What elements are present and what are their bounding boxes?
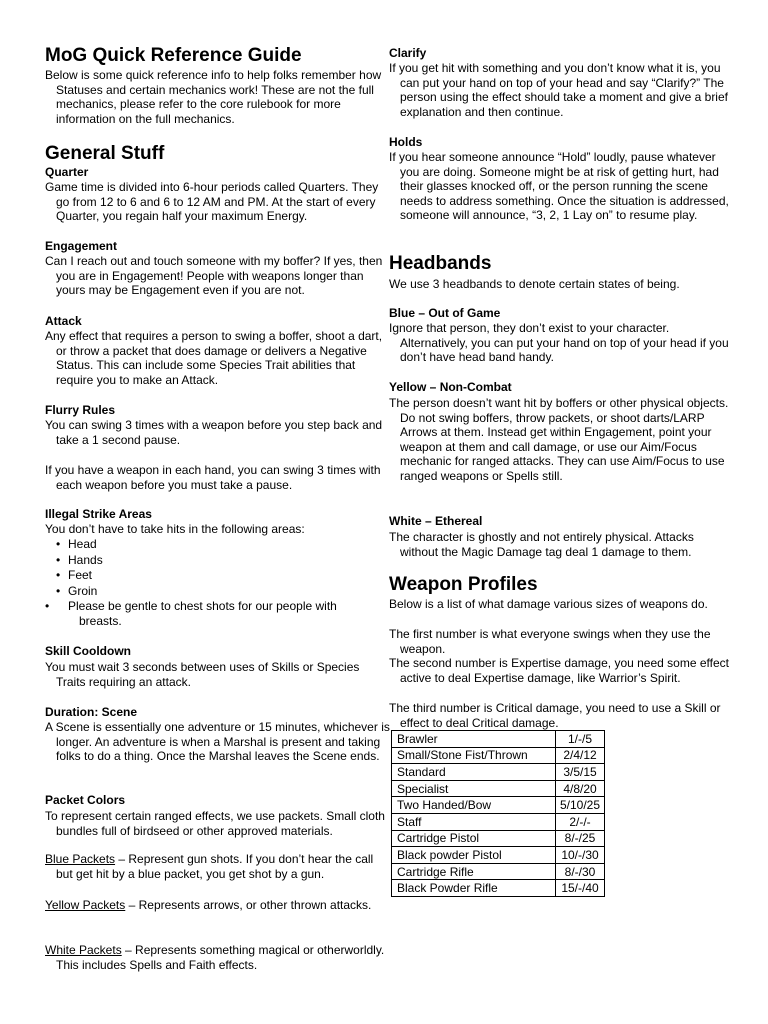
list-item: • Please be gentle to chest shots for our people with breasts. — [45, 599, 381, 628]
table-row: Black Powder Rifle 15/-/40 — [392, 880, 605, 897]
skill-cooldown-text: You must wait 3 seconds between uses of Skills or Species Traits requiring an attack. — [45, 660, 360, 689]
headbands-heading: Headbands — [389, 253, 492, 274]
packet-colors-text: To represent certain ranged effects, we use packets. Small cloth bundles full of birdseed or other approved materials. — [45, 809, 385, 838]
weapon-profiles-p3: The second number is Expertise damage, you need some effect active to deal Expertise damage, like Warrior’s Spirit. — [389, 656, 729, 685]
page-title: MoG Quick Reference Guide — [45, 45, 302, 66]
headbands-intro: We use 3 headbands to denote certain states of being. — [389, 277, 680, 291]
yellow-packets-text: Yellow Packets – Represents arrows, or other thrown attacks. — [45, 898, 372, 912]
table-row: Brawler 1/-/5 — [392, 731, 605, 748]
table-row: Two Handed/Bow 5/10/25 — [392, 797, 605, 814]
yellow-packets-label: Yellow Packets — [45, 898, 126, 912]
duration-text: A Scene is essentially one adventure or 15 minutes, whichever is longer. An adventure is when a Marshal is present and taking folks to do a thing. Once the Marshal leaves the Scene ends. — [45, 720, 390, 764]
blue-packets-label: Blue Packets — [45, 852, 116, 866]
white-packets-text: White Packets – Represents something magical or otherworldly. This includes Spells and Faith effects. — [45, 943, 385, 972]
quarter-heading: Quarter — [45, 165, 89, 179]
flurry-text-2: If you have a weapon in each hand, you can swing 3 times with each weapon before you must take a pause. — [45, 463, 381, 492]
table-row: Staff 2/-/- — [392, 813, 605, 830]
flurry-heading: Flurry Rules — [45, 403, 116, 417]
attack-heading: Attack — [45, 314, 82, 328]
engagement-heading: Engagement — [45, 239, 118, 253]
blue-headband-text: Ignore that person, they don’t exist to your character. Alternatively, you can put your hand on top of your head if you don’t have head band handy. — [389, 321, 729, 365]
blue-packets-text: Blue Packets – Represent gun shots. If you don’t hear the call but get hit by a blue packet, you get shot by a gun. — [45, 852, 374, 881]
general-stuff-heading: General Stuff — [45, 143, 165, 164]
weapon-profiles-p4: The third number is Critical damage, you need to use a Skill or effect to deal Critical damage. — [389, 701, 721, 730]
list-item: • Feet — [45, 568, 381, 584]
illegal-strike-list — [45, 537, 381, 629]
clarify-text: If you get hit with something and you don’t know what it is, you can put your hand on top of your head and say “Clarify?” The person using the effect should take a moment and give a brief explanation and then continue. — [389, 61, 728, 119]
intro-text: Below is some quick reference info to help folks remember how Statuses and certain mechanics work! These are not the full mechanics, please refer to the core rulebook for more information on the full mechanics. — [45, 68, 382, 126]
list-item: • Hands — [45, 553, 381, 569]
holds-heading: Holds — [389, 135, 423, 149]
packet-colors-heading: Packet Colors — [45, 793, 126, 807]
yellow-headband-heading: Yellow – Non-Combat — [389, 380, 512, 394]
table-row: Small/Stone Fist/Thrown 2/4/12 — [392, 747, 605, 764]
duration-heading: Duration: Scene — [45, 705, 138, 719]
blue-headband-heading: Blue – Out of Game — [389, 306, 501, 320]
yellow-headband-text: The person doesn’t want hit by boffers or other physical objects. Do not swing boffers, throw packets, or shoot darts/LARP Arrows at them. Instead get within Engagement, point your weapon at them and call damage, or use our Aim/Focus mechanic for ranged attacks. They can use Aim/Focus to use ranged weapons or Spells still. — [389, 396, 729, 483]
holds-text: If you hear someone announce “Hold” loudly, pause whatever you are doing. Someone might be at risk of getting hurt, had their glasses knocked off, or the person running the scene needs to address something. Once the situation is addressed, someone will announce, “3, 2, 1 Lay on” to resume play. — [389, 150, 729, 223]
table-row: Cartridge Rifle 8/-/30 — [392, 863, 605, 880]
list-item: • Groin — [45, 584, 381, 600]
table-row: Black powder Pistol 10/-/30 — [392, 847, 605, 864]
weapon-profiles-p1: Below is a list of what damage various sizes of weapons do. — [389, 597, 708, 611]
clarify-heading: Clarify — [389, 46, 427, 60]
white-headband-heading: White – Ethereal — [389, 514, 483, 528]
illegal-strike-text: You don’t have to take hits in the following areas: — [45, 522, 305, 536]
engagement-text: Can I reach out and touch someone with my boffer? If yes, then you are in Engagement! People with weapons longer than yours may be Engagement even if you are not. — [45, 254, 383, 298]
table-row: Cartridge Pistol 8/-/25 — [392, 830, 605, 847]
white-headband-text: The character is ghostly and not entirely physical. Attacks without the Magic Damage tag deal 1 damage to them. — [389, 530, 694, 559]
weapon-table — [391, 730, 605, 897]
table-row: Standard 3/5/15 — [392, 764, 605, 781]
weapon-profiles-p2: The first number is what everyone swings when they use the weapon. — [389, 627, 711, 656]
white-packets-label: White Packets — [45, 943, 122, 957]
table-row: Specialist 4/8/20 — [392, 780, 605, 797]
attack-text: Any effect that requires a person to swing a boffer, shoot a dart, or throw a packet that does damage or delivers a Negative Status. This can include some Species Trait abilities that require you to make an Attack. — [45, 329, 383, 387]
skill-cooldown-heading: Skill Cooldown — [45, 644, 131, 658]
flurry-text-1: You can swing 3 times with a weapon before you step back and take a 1 second pause. — [45, 418, 383, 447]
illegal-strike-heading: Illegal Strike Areas — [45, 507, 152, 521]
quarter-text: Game time is divided into 6-hour periods called Quarters. They go from 12 to 6 and 6 to 12 AM and PM. At the start of every Quarter, you regain half your maximum Energy. — [45, 180, 379, 224]
weapon-profiles-heading: Weapon Profiles — [389, 574, 538, 595]
list-item: • Head — [45, 537, 381, 553]
